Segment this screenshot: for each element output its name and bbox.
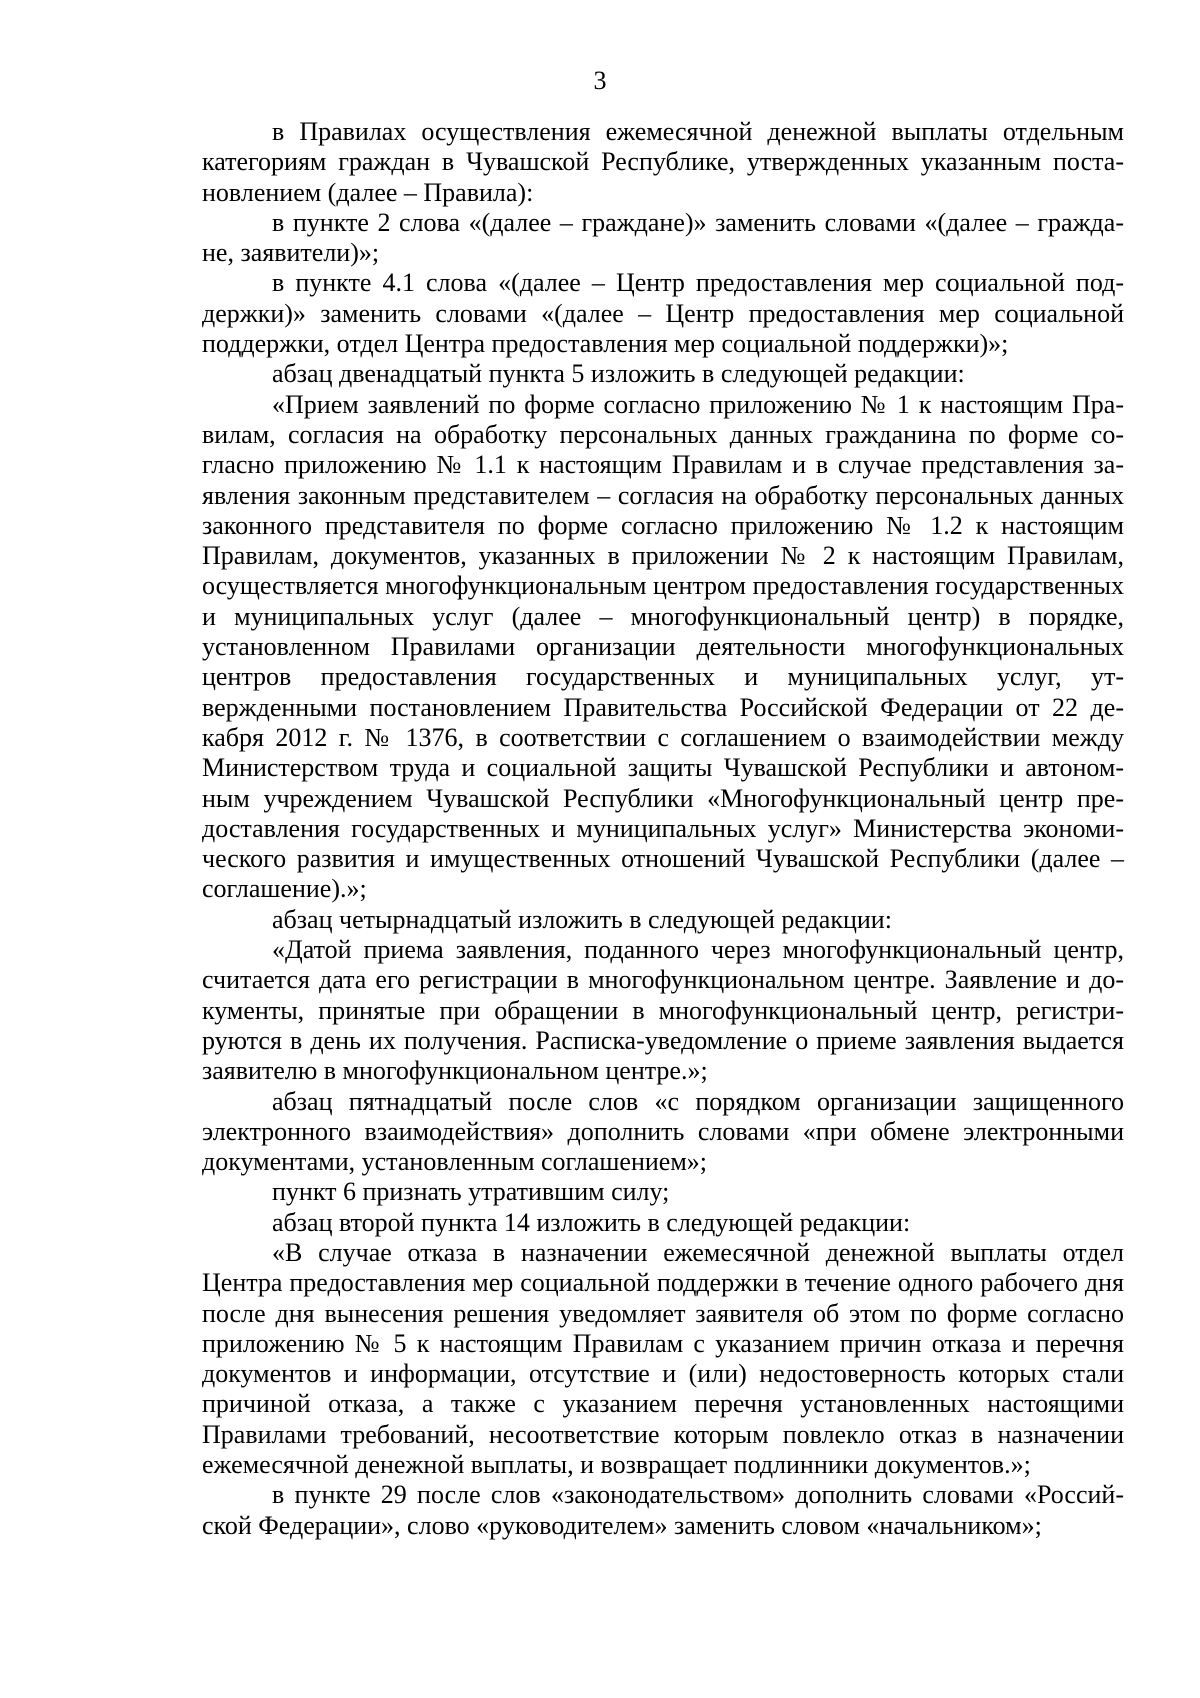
paragraph-point-2: в пункте 2 слова «(далее – граждане)» заменить словами «(далее – граждане, заявители)»; — [202, 207, 1124, 268]
paragraph-point-4-1: в пункте 4.1 слова «(далее – Центр предоставления мер социальной поддержки)» заменить словами «(далее – Центр предоставления мер социальной поддержки, отдел Центра предоставления мер социальной поддержки)»; — [202, 268, 1124, 359]
paragraph-point-14-text: «В случае отказа в назначении ежемесячной денежной выплаты отдел Центра предоставления мер социальной поддержки в течение одного рабочего дня после дня вынесения решения уведомляет заявителя об этом по форме согласно приложению № 5 к настоящим Правилам с указанием причин отказа и перечня документов и информации, отсутствие и (или) недостоверность которых стали причиной отказа, а также с указанием перечня установленных настоящими Правилами требований, несоответствие которым повлекло отказ в назначении ежемесячной денежной выплаты, и возвращает подлинники документов.»; — [202, 1237, 1124, 1480]
paragraph-point-6: пункт 6 признать утратившим силу; — [272, 1177, 670, 1207]
paragraph-point-5-header: абзац двенадцатый пункта 5 изложить в следующей редакции: — [272, 359, 965, 389]
paragraph-point-5-text: «Прием заявлений по форме согласно приложению № 1 к настоящим Правилам, согласия на обработку персональных данных гражданина по форме согласно приложению № 1.1 к настоящим Правилам и в случае представления заявления законным представителем – согласия на обработку персональных данных законного представителя по форме согласно приложению № 1.2 к настоящим Правилам, документов, указанных в приложении № 2 к настоящим Правилам, осуществляется многофункциональным центром предоставления государственных и муниципальных услуг (далее – многофункциональный центр) в порядке, установленном Правилами организации деятельности многофункциональных центров предоставления государственных и муниципальных услуг, утвержденными постановлением Правительства Российской Федерации от 22 декабря 2012 г. № 1376, в соответствии с соглашением о взаимодействии между Министерством труда и социальной защиты Чувашской Республики и автономным учреждением Чувашской Республики «Многофункциональный центр предоставления государственных и муниципальных услуг» Министерства экономического развития и имущественных отношений Чувашской Республики (далее – соглашение).»; — [202, 389, 1124, 904]
paragraph-14-header: абзац четырнадцатый изложить в следующей редакции: — [272, 904, 892, 934]
paragraph-point-14-header: абзац второй пункта 14 изложить в следующей редакции: — [272, 1207, 911, 1237]
paragraph-rules-intro: в Правилах осуществления ежемесячной денежной выплаты отдельным категориям граждан в Чувашской Республике, утвержденных указанным постановлением (далее – Правила): — [202, 117, 1124, 207]
document-body — [202, 117, 1124, 1541]
paragraph-14-text: «Датой приема заявления, поданного через многофункциональный центр, считается дата его регистрации в многофункциональном центре. Заявление и документы, принятые при обращении в многофункциональный центр, регистрируются в день их получения. Расписка-уведомление о приеме заявления выдается заявителю в многофункциональном центре.»; — [202, 935, 1124, 1086]
paragraph-point-29: в пункте 29 после слов «законодательством» дополнить словами «Российской Федерации», слово «руководителем» заменить словом «начальником»; — [202, 1480, 1124, 1540]
page-number: 3 — [593, 66, 607, 95]
paragraph-15: абзац пятнадцатый после слов «с порядком организации защищенного электронного взаимодействия» дополнить словами «при обмене электронными документами, установленным соглашением»; — [202, 1086, 1124, 1177]
